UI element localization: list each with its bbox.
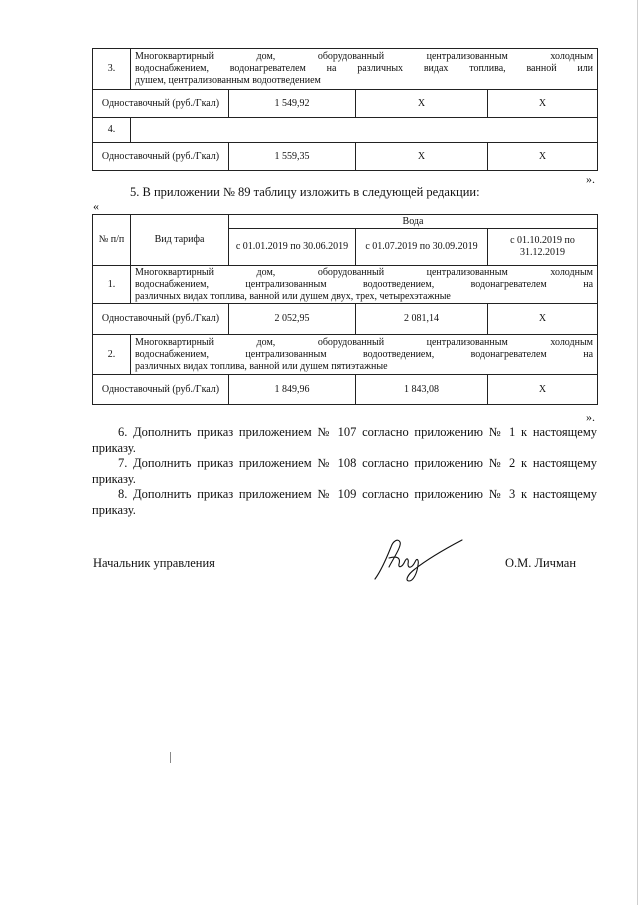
tariff-type: Одноставочный (руб./Гкал) xyxy=(93,90,229,118)
description-line: различных видах топлива, ванной или душем пятиэтажные xyxy=(135,360,388,372)
col-header-number: № п/п xyxy=(93,215,131,266)
table-row xyxy=(93,49,598,90)
description-line: водоснабжением, водонагревателем на различных видах топлива, ванной или xyxy=(135,63,594,74)
row-description xyxy=(131,49,598,90)
row-number: 1. xyxy=(93,266,131,304)
tariff-type: Одноставочный (руб./Гкал) xyxy=(93,304,229,335)
tariff-value: 1 849,96 xyxy=(229,375,356,405)
row-description xyxy=(131,118,598,143)
table-row xyxy=(93,375,598,405)
table-row xyxy=(93,266,598,304)
row-number: 3. xyxy=(93,49,131,90)
description-line: Многоквартирный дом, оборудованный централизованным холодным xyxy=(135,266,594,278)
table-header-row xyxy=(93,215,598,229)
row-number: 4. xyxy=(93,118,131,143)
close-quote: ». xyxy=(586,172,595,186)
tariff-value: X xyxy=(356,90,488,118)
item-5: 5. В приложении № 89 таблицу изложить в следующей редакции: xyxy=(130,185,480,199)
tariff-type: Одноставочный (руб./Гкал) xyxy=(93,143,229,171)
description-line: Многоквартирный дом, оборудованный централизованным холодным xyxy=(135,336,594,348)
description-line: водоснабжением, централизованным водоотведением, водонагревателем на xyxy=(135,348,594,360)
handwritten-signature xyxy=(365,535,465,583)
tariff-value: X xyxy=(488,375,598,405)
signatory-name: О.М. Личман xyxy=(505,556,577,570)
col-header-water: Вода xyxy=(229,215,598,229)
open-quote: « xyxy=(93,199,99,213)
signatory-position: Начальник управления xyxy=(93,556,215,570)
row-description xyxy=(131,335,598,375)
close-quote: ». xyxy=(586,410,595,424)
col-header-period: с 01.10.2019 по 31.12.2019 xyxy=(488,229,598,266)
table-row xyxy=(93,304,598,335)
tariff-value: 2 081,14 xyxy=(356,304,488,335)
paragraph-7: 7. Дополнить приказ приложением № 108 согласно приложению № 2 к настоящему приказу. xyxy=(92,456,597,486)
row-number: 2. xyxy=(93,335,131,375)
page-edge xyxy=(637,0,638,905)
description-line: душем, централизованным водоотведением xyxy=(135,75,321,86)
table-row xyxy=(93,118,598,143)
paragraph-6: 6. Дополнить приказ приложением № 107 согласно приложению № 1 к настоящему приказу. xyxy=(92,425,597,455)
tariff-value: 1 549,92 xyxy=(229,90,356,118)
col-header-tariff-type: Вид тарифа xyxy=(131,215,229,266)
table-row xyxy=(93,143,598,171)
row-description xyxy=(131,266,598,304)
tariff-value: 1 843,08 xyxy=(356,375,488,405)
table-row xyxy=(93,90,598,118)
scan-mark xyxy=(170,752,171,763)
table-row xyxy=(93,335,598,375)
tariff-table-continued xyxy=(92,48,598,171)
tariff-value: X xyxy=(488,90,598,118)
tariff-value: X xyxy=(488,304,598,335)
tariff-type: Одноставочный (руб./Гкал) xyxy=(93,375,229,405)
tariff-value: 2 052,95 xyxy=(229,304,356,335)
paragraph-8: 8. Дополнить приказ приложением № 109 согласно приложению № 3 к настоящему приказу. xyxy=(92,487,597,517)
amendment-paragraphs xyxy=(92,425,597,518)
tariff-table-89 xyxy=(92,214,598,405)
tariff-value: 1 559,35 xyxy=(229,143,356,171)
tariff-value: X xyxy=(488,143,598,171)
col-header-period: с 01.01.2019 по 30.06.2019 xyxy=(229,229,356,266)
col-header-period: с 01.07.2019 по 30.09.2019 xyxy=(356,229,488,266)
description-line: водоснабжением, централизованным водоотведением, водонагревателем на xyxy=(135,278,594,290)
description-line: Многоквартирный дом, оборудованный централизованным холодным xyxy=(135,51,594,62)
description-line: различных видах топлива, ванной или душем двух, трех, четырехэтажные xyxy=(135,290,451,302)
tariff-value: X xyxy=(356,143,488,171)
